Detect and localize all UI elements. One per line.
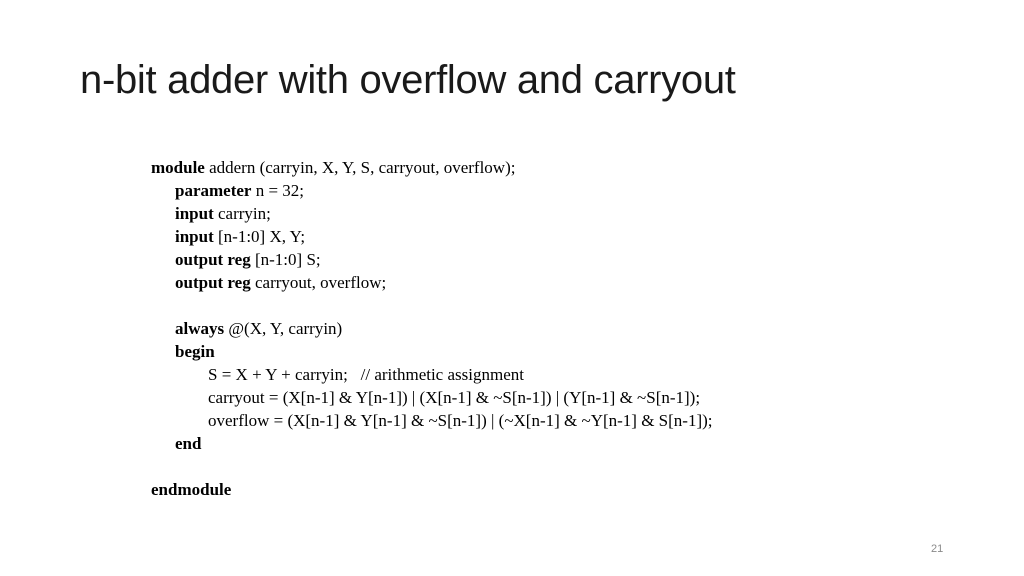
code-line-parameter <box>151 179 713 202</box>
code-keyword: module <box>151 158 205 177</box>
code-line-input-carryin <box>151 202 713 225</box>
code-keyword: input <box>175 227 214 246</box>
code-line-input-xy <box>151 225 713 248</box>
code-keyword: endmodule <box>151 480 232 499</box>
code-keyword: output reg <box>175 273 251 292</box>
code-line-overflow <box>151 409 713 432</box>
code-text: [n-1:0] S; <box>250 250 321 269</box>
code-line-sum-assignment <box>151 363 713 386</box>
code-line-end <box>151 432 713 455</box>
code-text: carryout, overflow; <box>250 273 387 292</box>
code-text: carryout = (X[n-1] & Y[n-1]) | (X[n-1] & ~S[n-1]) | (Y[n-1] & ~S[n-1]); <box>208 388 701 407</box>
page-number: 21 <box>931 543 944 555</box>
code-keyword: input <box>175 204 214 223</box>
code-line-output-flags <box>151 271 713 294</box>
code-keyword: output reg <box>175 250 251 269</box>
code-blank-line <box>151 294 713 317</box>
code-line-module <box>151 156 713 179</box>
code-text: [n-1:0] X, Y; <box>213 227 306 246</box>
code-keyword: parameter <box>175 181 252 200</box>
code-keyword: always <box>175 319 225 338</box>
code-line-always <box>151 317 713 340</box>
code-keyword: end <box>175 434 202 453</box>
code-line-output-s <box>151 248 713 271</box>
code-text: addern (carryin, X, Y, S, carryout, overflow); <box>204 158 516 177</box>
code-keyword: begin <box>175 342 215 361</box>
code-text: carryin; <box>213 204 271 223</box>
code-text: overflow = (X[n-1] & Y[n-1] & ~S[n-1]) | (~X[n-1] & ~Y[n-1] & S[n-1]); <box>208 411 713 430</box>
verilog-code-block <box>151 156 713 501</box>
slide-title: n-bit adder with overflow and carryout <box>80 58 736 102</box>
code-line-endmodule <box>151 478 713 501</box>
code-text: @(X, Y, carryin) <box>224 319 343 338</box>
code-line-carryout <box>151 386 713 409</box>
code-text: S = X + Y + carryin; // arithmetic assignment <box>208 365 524 384</box>
code-text: n = 32; <box>251 181 305 200</box>
code-line-begin <box>151 340 713 363</box>
code-blank-line <box>151 455 713 478</box>
